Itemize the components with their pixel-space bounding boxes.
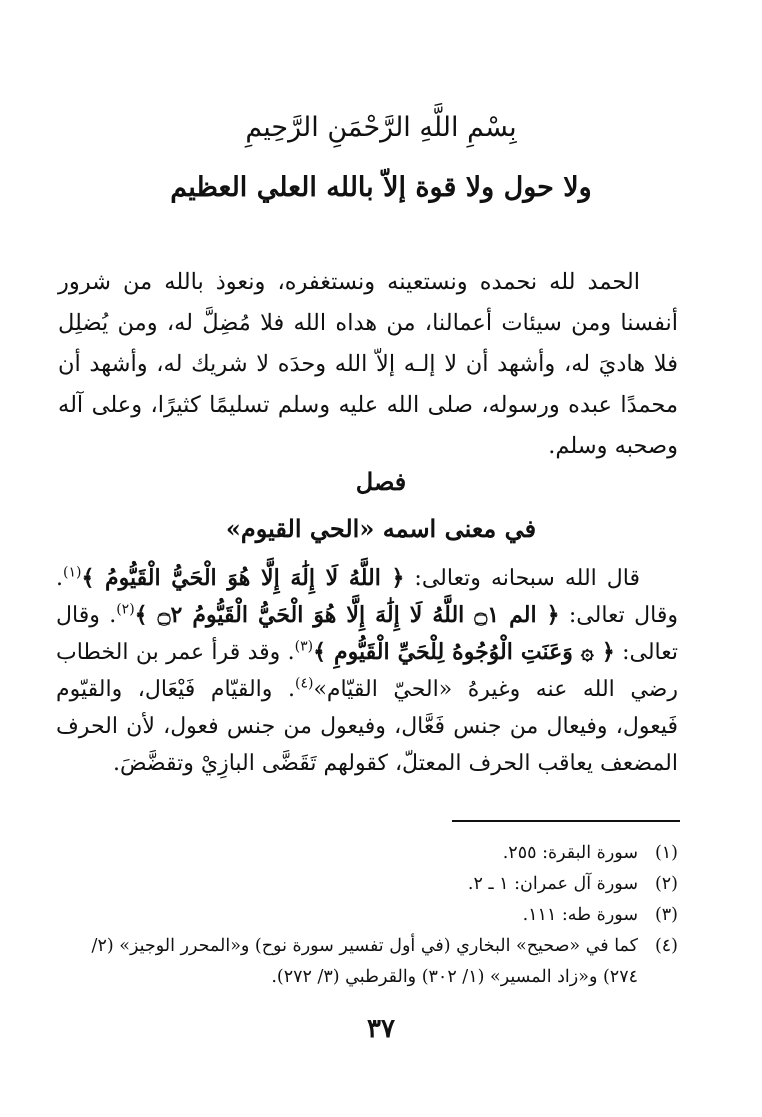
footnote-ref: (١) xyxy=(63,564,82,581)
intro-section xyxy=(58,262,678,467)
section-title: فصل xyxy=(355,467,407,496)
footnote-item xyxy=(56,838,678,869)
footnote-item xyxy=(56,869,678,900)
quran-verse: ﴿ ۞ وَعَنَتِ الْوُجُوهُ لِلْحَيِّ الْقَيُّومِ ﴾ xyxy=(313,639,615,665)
hawqala-heading: ولا حول ولا قوة إلاّ بالله العلي العظيم xyxy=(170,172,592,203)
footnote-text: كما في «صحيح» البخاري (في أول تفسير سورة نوح) و«المحرر الوجيز» (٢/ ٢٧٤) و«زاد المسير» (١/ ٣٠٢) والقرطبي (٣/ ٢٧٢). xyxy=(91,936,638,987)
intro-paragraph: الحمد لله نحمده ونستعينه ونستغفره، ونعوذ بالله من شرور أنفسنا ومن سيئات أعمالنا، من هداه الله فلا مُضِلَّ له، ومن يُضلِل فلا هاديَ له، وأشهد أن لا إلـه إلاّ الله وحدَه لا شريك له، وأشهد أن محمدًا عبده ورسوله، صلى الله عليه وسلم تسليمًا كثيرًا، وعلى آله وصحبه وسلم. xyxy=(58,269,678,459)
body-section xyxy=(56,560,678,782)
body-text-run: . xyxy=(56,566,63,591)
body-text-run: قال الله سبحانه وتعالى: xyxy=(404,566,641,591)
footnote-divider xyxy=(452,820,680,822)
footnote-ref: (٢) xyxy=(116,601,135,618)
footnote-text: سورة طه: ١١١. xyxy=(522,905,638,925)
quran-verse: ﴿ اللَّهُ لَا إِلَٰهَ إِلَّا هُوَ الْحَيُّ الْقَيُّومُ ﴾ xyxy=(81,565,405,591)
body-text-run: . والقيّام فَيْعَال، والقيّوم فَيعول، وفيعال من جنس فَعَّال، وفيعول من جنس فعول، لأن الحرف المضعف يعاقب الحرف المعتلّ، كقولهم تَقَضَّى البازِيْ وتقضَّضَ. xyxy=(56,677,678,776)
footnote-text: سورة آل عمران: ١ ـ ٢. xyxy=(467,874,638,894)
body-text-run: وقال تعالى: xyxy=(559,603,678,628)
footnote-item xyxy=(56,931,678,993)
body-paragraph xyxy=(56,560,678,782)
footnote-number: (٣) xyxy=(654,905,678,925)
page-number: ٣٧ xyxy=(367,1014,395,1044)
footnote-ref: (٤) xyxy=(294,675,314,692)
footnote-number: (٢) xyxy=(654,874,678,894)
quran-verse: ﴿ الم ۝١ اللَّهُ لَا إِلَٰهَ إِلَّا هُوَ الْحَيُّ الْقَيُّومُ ۝٢ ﴾ xyxy=(134,602,560,628)
footnote-number: (٤) xyxy=(654,936,678,956)
footnote-item xyxy=(56,900,678,931)
basmala-heading: بِسْمِ اللَّهِ الرَّحْمَنِ الرَّحِيمِ xyxy=(245,112,517,143)
body-text-run: . وقد قرأ عمر بن الخطاب رضي الله عنه وغيرهُ «الحيّ القيّام» xyxy=(56,640,678,702)
footnote-ref: (٣) xyxy=(294,638,314,655)
footnotes-section xyxy=(56,838,678,993)
section-subtitle: في معنى اسمه «الحي القيوم» xyxy=(225,514,537,543)
body-text-run: . وقال تعالى: xyxy=(56,603,678,665)
footnote-number: (١) xyxy=(654,843,678,863)
footnote-text: سورة البقرة: ٢٥٥. xyxy=(502,843,638,863)
